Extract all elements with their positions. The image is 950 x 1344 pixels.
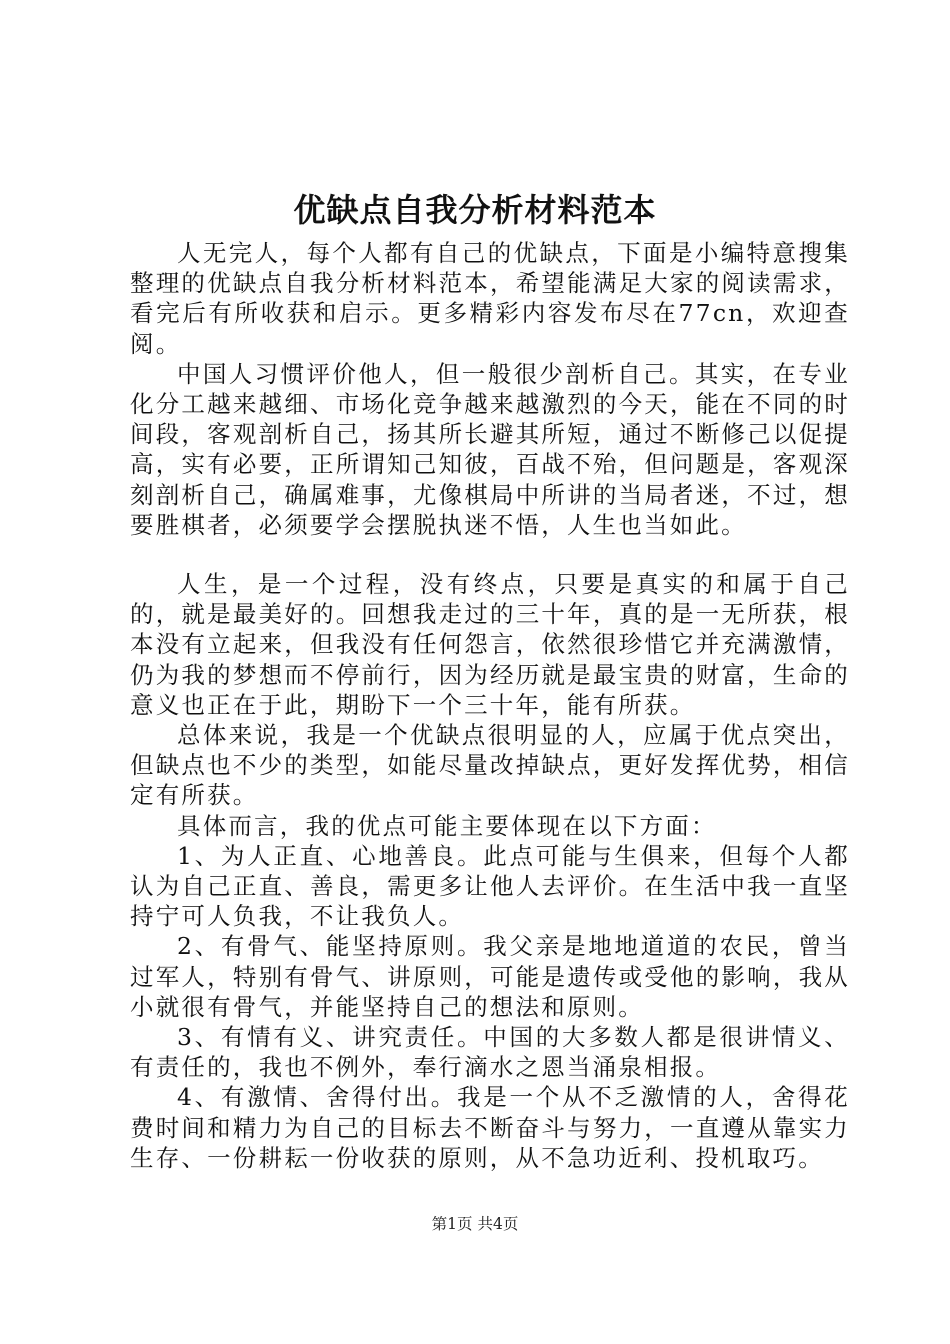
paragraph-intro: 人无完人，每个人都有自己的优缺点，下面是小编特意搜集整理的优缺点自我分析材料范本，希望能满足大家的阅读需求，看完后有所收获和启示。更多精彩内容发布尽在77cn，欢迎查阅。 — [130, 239, 850, 358]
document-body — [130, 238, 850, 1173]
page-footer: 第1页 共4页 — [431, 1215, 519, 1233]
list-item-strength-1: 1、为人正直、心地善良。此点可能与生俱来，但每个人都认为自己正直、善良，需更多让他人去评价。在生活中我一直坚持宁可人负我，不让我负人。 — [130, 841, 850, 931]
paragraph-life: 人生，是一个过程，没有终点，只要是真实的和属于自己的，就是最美好的。回想我走过的三十年，真的是一无所获，根本没有立起来，但我没有任何怨言，依然很珍惜它并充满激情，仍为我的梦想而不停前行，因为经历就是最宝贵的财富，生命的意义也正在于此，期盼下一个三十年，能有所获。 — [130, 570, 850, 719]
paragraph-strengths-intro: 具体而言，我的优点可能主要体现在以下方面： — [177, 811, 717, 840]
list-item-strength-3: 3、有情有义、讲究责任。中国的大多数人都是很讲情义、有责任的，我也不例外，奉行滴水之恩当涌泉相报。 — [130, 1023, 850, 1082]
paragraph-self-analysis: 中国人习惯评价他人，但一般很少剖析自己。其实，在专业化分工越来越细、市场化竞争越来越激烈的今天，能在不同的时间段，客观剖析自己，扬其所长避其所短，通过不断修己以促提高，实有必要，正所谓知己知彼，百战不殆，但问题是，客观深刻剖析自己，确属难事，尤像棋局中所讲的当局者迷，不过，想要胜棋者，必须要学会摆脱执迷不悟，人生也当如此。 — [130, 359, 850, 539]
document-title: 优缺点自我分析材料范本 — [293, 191, 657, 229]
list-item-strength-4: 4、有激情、舍得付出。我是一个从不乏激情的人，舍得花费时间和精力为自己的目标去不断奋斗与努力，一直遵从靠实力生存、一份耕耘一份收获的原则，从不急功近利、投机取巧。 — [130, 1083, 850, 1172]
list-item-strength-2: 2、有骨气、能坚持原则。我父亲是地地道道的农民，曾当过军人，特别有骨气、讲原则，可能是遗传或受他的影响，我从小就很有骨气，并能坚持自己的想法和原则。 — [130, 932, 850, 1021]
paragraph-summary: 总体来说，我是一个优缺点很明显的人，应属于优点突出，但缺点也不少的类型，如能尽量改掉缺点，更好发挥优势，相信定有所获。 — [130, 721, 850, 810]
